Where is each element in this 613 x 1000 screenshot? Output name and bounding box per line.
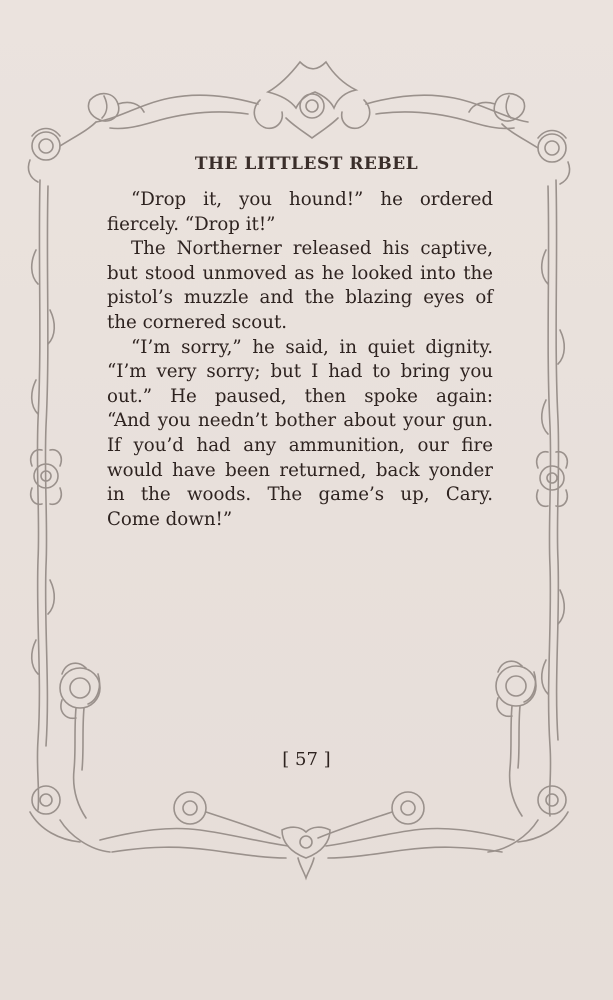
bottom-center-crest [282,827,330,878]
text-line: fiercely. “Drop it!” [107,213,276,235]
top-crest-ornament [254,62,369,138]
lower-right-rosette [496,661,536,816]
lower-left-rosette [60,663,100,818]
top-right-leaf-ornament [469,94,525,121]
left-vertical-rail [32,180,55,810]
text-line: but stood unmoved as he looked into the [107,262,493,284]
text-line: “I’m very sorry; but I had to bring you [107,361,493,383]
running-head: THE LITTLEST REBEL [194,154,419,174]
text-line: The Northerner released his captive, [131,238,493,260]
top-left-leaf-ornament [88,94,144,121]
page-number: [ 57 ] [282,749,331,770]
text-line: pistol’s muzzle and the blazing eyes of [107,287,493,309]
text-line: would have been returned, back yonder [107,459,493,481]
body-text [107,188,493,532]
text-line: in the woods. The game’s up, Cary. [107,484,493,506]
text-line: “Drop it, you hound!” he ordered [131,189,493,210]
bottom-right-corner-ornament [488,786,568,852]
right-vertical-rail [542,180,565,816]
text-line: Come down!” [107,508,233,530]
text-line: “I’m sorry,” he said, in quiet dignity. [131,336,493,358]
text-line: the cornered scout. [107,311,288,333]
bottom-left-corner-ornament [30,786,110,852]
right-mid-flower [537,452,568,507]
text-line: If you’d had any ammunition, our fire [107,434,493,456]
text-line: out.” He paused, then spoke again: [107,385,493,407]
text-line: “And you needn’t bother about your gun. [107,410,493,432]
